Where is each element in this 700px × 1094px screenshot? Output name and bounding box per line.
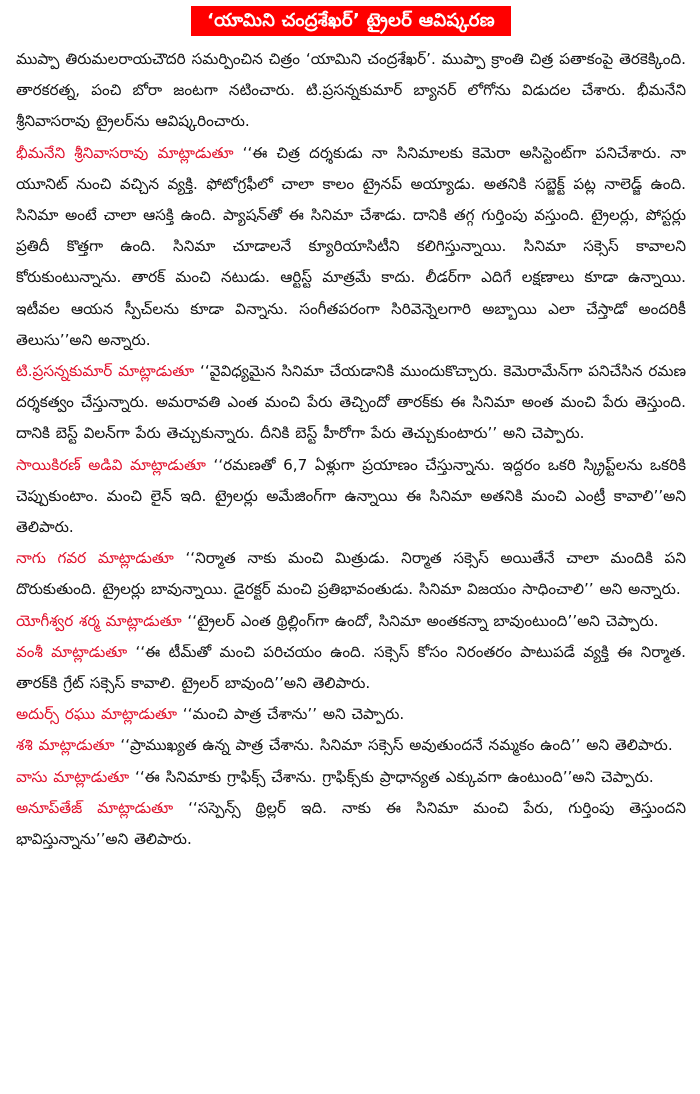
quote-text: ‘‘ఈ సినిమాకు గ్రాఫిక్స్‌ చేశాను. గ్రాఫిక్స్‌కు ప్రాధాన్యత ఎక్కువగా ఉంటుంది’’అని చెప్పారు. [129, 767, 654, 786]
quote-text: ‘‘ఈ టీమ్‌తో మంచి పరిచయం ఉంది. సక్సెస్‌ కోసం నిరంతరం పాటుపడే వ్యక్తి ఈ నిర్మాత. తారక్‌కి గ్రేట్‌ సక్సెస్‌ కావాలి. ట్రైలర్‌ బావుంది’’అని తెలిపారు. [16, 642, 686, 693]
speaker-name: భీమనేని శ్రీనివాసరావు మాట్లాడుతూ [16, 143, 234, 162]
speaker-name: శశి మాట్లాడుతూ [16, 736, 115, 755]
quote-paragraph [16, 793, 686, 855]
speaker-name: యోగీశ్వర శర్మ మాట్లాడుతూ [16, 611, 182, 630]
quote-text: ‘‘ట్రైలర్‌ ఎంత థ్రిల్లింగ్‌గా ఉందో, సినిమా అంతకన్నా బావుంటుంది’’అని చెప్పారు. [181, 611, 659, 630]
quote-paragraph [16, 762, 686, 793]
quote-paragraph [16, 450, 686, 544]
speaker-name: టి.ప్రసన్నకుమార్‌ మాట్లాడుతూ [16, 362, 195, 381]
quote-paragraph [16, 637, 686, 699]
quote-text: ‘‘వైవిధ్యమైన సినిమా చేయడానికి ముందుకొచ్చారు. కెమెరామేన్‌గా పనిచేసిన రమణ దర్శకత్వం చేస్తున్నారు. అమరావతి ఎంత మంచి పేరు తెచ్చిందో తారక్‌కు ఈ సినిమా అంత మంచి పేరు తెస్తుంది. దానికి బెస్ట్‌ విలన్‌గా పేరు తెచ్చుకున్నారు. దీనికి బెస్ట్‌ హీరోగా పేరు తెచ్చుకుంటారు’’ అని చెప్పారు. [16, 362, 686, 443]
article-body [16, 44, 686, 855]
quote-text: ‘‘సస్పెన్స్‌ థ్రిల్లర్‌ ఇది. నాకు ఈ సినిమా మంచి పేరు, గుర్తింపు తెస్తుందని భావిస్తున్నాను’’అని తెలిపారు. [16, 798, 687, 849]
quote-paragraph [16, 606, 686, 637]
intro-paragraph: ముప్పా తిరుమలరాయచౌదరి సమర్పించిన చిత్రం ‘యామిని చంద్రశేఖర్‌’. ముప్పా క్రాంతి చిత్ర పతాకంపై తెరకెక్కింది. తారకరత్న, పంచి బోరా జంటగా నటించారు. టి.ప్రసన్నకుమార్‌ బ్యానర్‌ లోగోను విడుదల చేశారు. భీమనేని శ్రీనివాసరావు ట్రైలర్‌ను ఆవిష్కరించారు. [16, 50, 686, 131]
quote-text: ‘‘మంచి పాత్ర చేశాను’’ అని చెప్పారు. [176, 705, 405, 724]
quote-paragraph [16, 699, 686, 730]
speaker-name: అదుర్స్‌ రఘు మాట్లాడుతూ [16, 705, 177, 724]
quote-paragraph [16, 138, 686, 356]
quote-paragraph [16, 543, 686, 605]
speaker-name: సాయికిరణ్‌ అడివి మాట్లాడుతూ [16, 455, 206, 474]
speaker-name: అనూప్‌తేజ్‌ మాట్లాడుతూ [16, 798, 174, 817]
quote-text: ‘‘రమణతో 6,7 ఏళ్లుగా ప్రయాణం చేస్తున్నాను. ఇద్దరం ఒకరి స్క్రిప్ట్‌లను ఒకరికి చెప్పుకుంటాం. మంచి లైన్‌ ఇది. ట్రైలర్లు అమేజింగ్‌గా ఉన్నాయి ఈ సినిమా అతనికి మంచి ఎంట్రీ కావాలి’’అని తెలిపారు. [16, 455, 686, 537]
quote-text: ‘‘ఈ చిత్ర దర్శకుడు నా సినిమాలకు కెమెరా అసిస్టెంట్‌గా పనిచేశారు. నా యూనిట్‌ నుంచి వచ్చిన వ్యక్తి. ఫోటోగ్రఫీలో చాలా కాలం ట్రైనప్‌ అయ్యాడు. అతనికి సబ్జెక్ట్‌ పట్ల నాలెడ్జ్‌ ఉంది. సినిమా అంటే చాలా ఆసక్తి ఉంది. ప్యాషన్‌తో ఈ సినిమా చేశాడు. దానికి తగ్గ గుర్తింపు వస్తుంది. ట్రైలర్లు, పోస్టర్లు ప్రతిదీ కొత్తగా ఉంది. సినిమా చూడాలనే క్యూరియాసిటీని కలిగిస్తున్నాయి. సినిమా సక్సెస్‌ కావాలని కోరుకుంటున్నాను. తారక్‌ మంచి నటుడు. ఆర్టిస్ట్‌ మాత్రమే కాదు. లీడర్‌గా ఎదిగే లక్షణాలు కూడా ఉన్నాయి. ఇటీవల ఆయన స్పీచ్‌లను కూడా విన్నాను. సంగీతపరంగా సిరివెన్నెలగారి అబ్బాయి ఎలా చేస్తాడో అందరికీ తెలుసు’’అని అన్నారు. [16, 143, 686, 349]
speaker-name: నాగు గవర మాట్లాడుతూ [16, 549, 174, 568]
quote-text: ‘‘ప్రాముఖ్యత ఉన్న పాత్ర చేశాను. సినిమా సక్సెస్‌ అవుతుందనే నమ్మకం ఉంది’’ అని తెలిపారు. [114, 736, 673, 755]
quote-paragraph [16, 730, 686, 761]
headline: ‘యామిని చంద్రశేఖర్‌’ ట్రైలర్‌ ఆవిష్కరణ [191, 6, 511, 36]
quote-text: ‘‘నిర్మాత నాకు మంచి మిత్రుడు. నిర్మాత సక్సెస్‌ అయితేనే చాలా మందికి పని దొరుకుతుంది. ట్రైలర్లు బావున్నాయి. డైరక్టర్‌ మంచి ప్రతిభావంతుడు. సినిమా విజయం సాధించాలి’’ అని అన్నారు. [16, 549, 687, 599]
speaker-name: వాసు మాట్లాడుతూ [16, 767, 130, 786]
headline-bar [16, 6, 686, 36]
quote-paragraph [16, 356, 686, 450]
speaker-name: వంశీ మాట్లాడుతూ [16, 642, 128, 661]
